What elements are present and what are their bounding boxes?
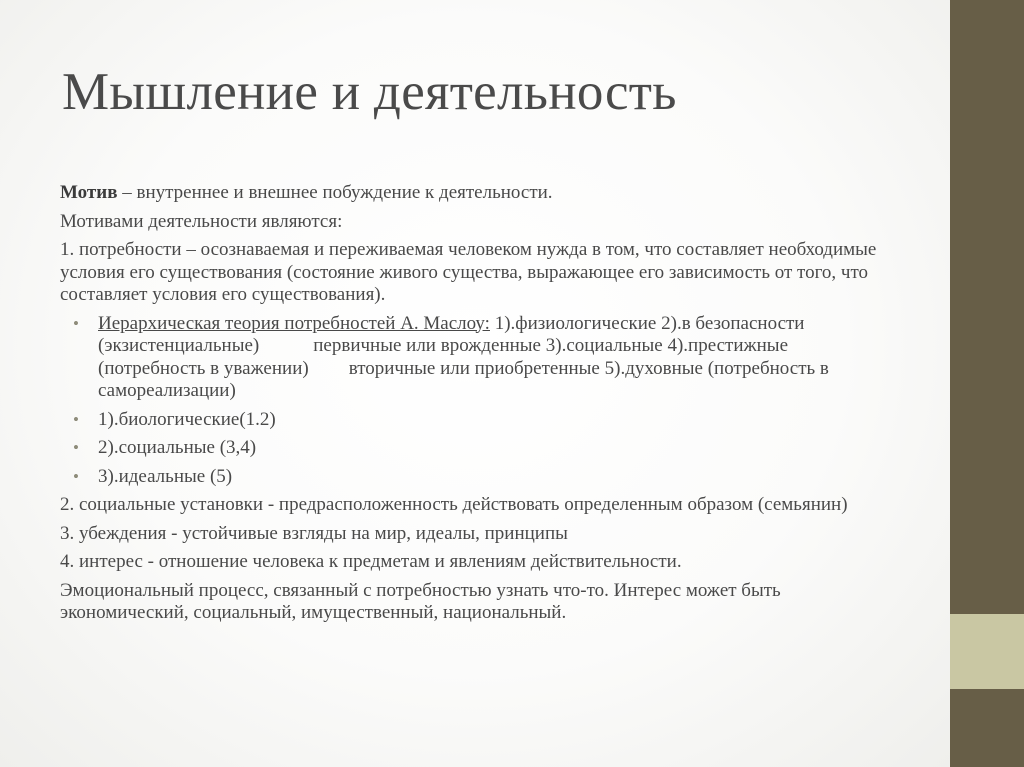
needs-bullet-list bbox=[60, 313, 890, 489]
item-beliefs: 3. убеждения - устойчивые взгляды на мир, идеалы, принципы bbox=[60, 522, 568, 544]
item-interest: 4. интерес - отношение человека к предметам и явлениям действительности. bbox=[60, 551, 682, 572]
bullet-dot-icon: • bbox=[73, 438, 79, 457]
maslow-part-1: 1).физиологические 2).в безопасности (экзистенциальные) bbox=[98, 312, 805, 356]
group-label: 1).биологические(1.2) bbox=[98, 408, 276, 430]
slide-title: Мышление и деятельность bbox=[62, 63, 677, 121]
slide-sidebar-accent bbox=[950, 614, 1024, 689]
maslow-label-primary: первичные или врожденные bbox=[313, 335, 541, 356]
maslow-part-3: 5).духовные (потребность в самореализации) bbox=[98, 357, 829, 401]
motives-intro: Мотивами деятельности являются: bbox=[60, 210, 343, 232]
group-label: 3).идеальные (5) bbox=[98, 465, 233, 487]
maslow-label-secondary: вторичные или приобретенные bbox=[348, 357, 600, 379]
item-needs: 1. потребности – осознаваемая и переживаемая человеком нужда в том, что составляет необходимые условия его существования (состояние живого существа, выражающее его зависимость от того, что составляет условия его существования). bbox=[60, 239, 877, 305]
motive-definition bbox=[60, 182, 890, 205]
bullet-dot-icon: • bbox=[73, 313, 79, 333]
motive-definition-text: – внутреннее и внешнее побуждение к деятельности. bbox=[117, 182, 553, 203]
group-bullet-biological bbox=[60, 409, 890, 432]
bullet-dot-icon: • bbox=[73, 466, 79, 486]
maslow-bullet bbox=[60, 313, 890, 403]
group-bullet-social bbox=[60, 437, 890, 460]
item-social-attitudes: 2. социальные установки - предрасположенность действовать определенным образом (семьянин) bbox=[60, 494, 848, 515]
bullet-dot-icon: • bbox=[73, 409, 79, 429]
maslow-part-2: 3).социальные 4).престижные (потребность в уважении) bbox=[98, 335, 789, 379]
maslow-theory-link[interactable]: Иерархическая теория потребностей А. Маслоу: bbox=[98, 312, 490, 334]
group-label: 2).социальные (3,4) bbox=[98, 437, 257, 458]
interest-note: Эмоциональный процесс, связанный с потребностью узнать что-то. Интерес может быть экономический, социальный, имущественный, национальный. bbox=[60, 579, 781, 623]
group-bullet-ideal bbox=[60, 466, 890, 489]
motive-term: Мотив bbox=[60, 182, 118, 203]
slide-content bbox=[60, 182, 890, 631]
